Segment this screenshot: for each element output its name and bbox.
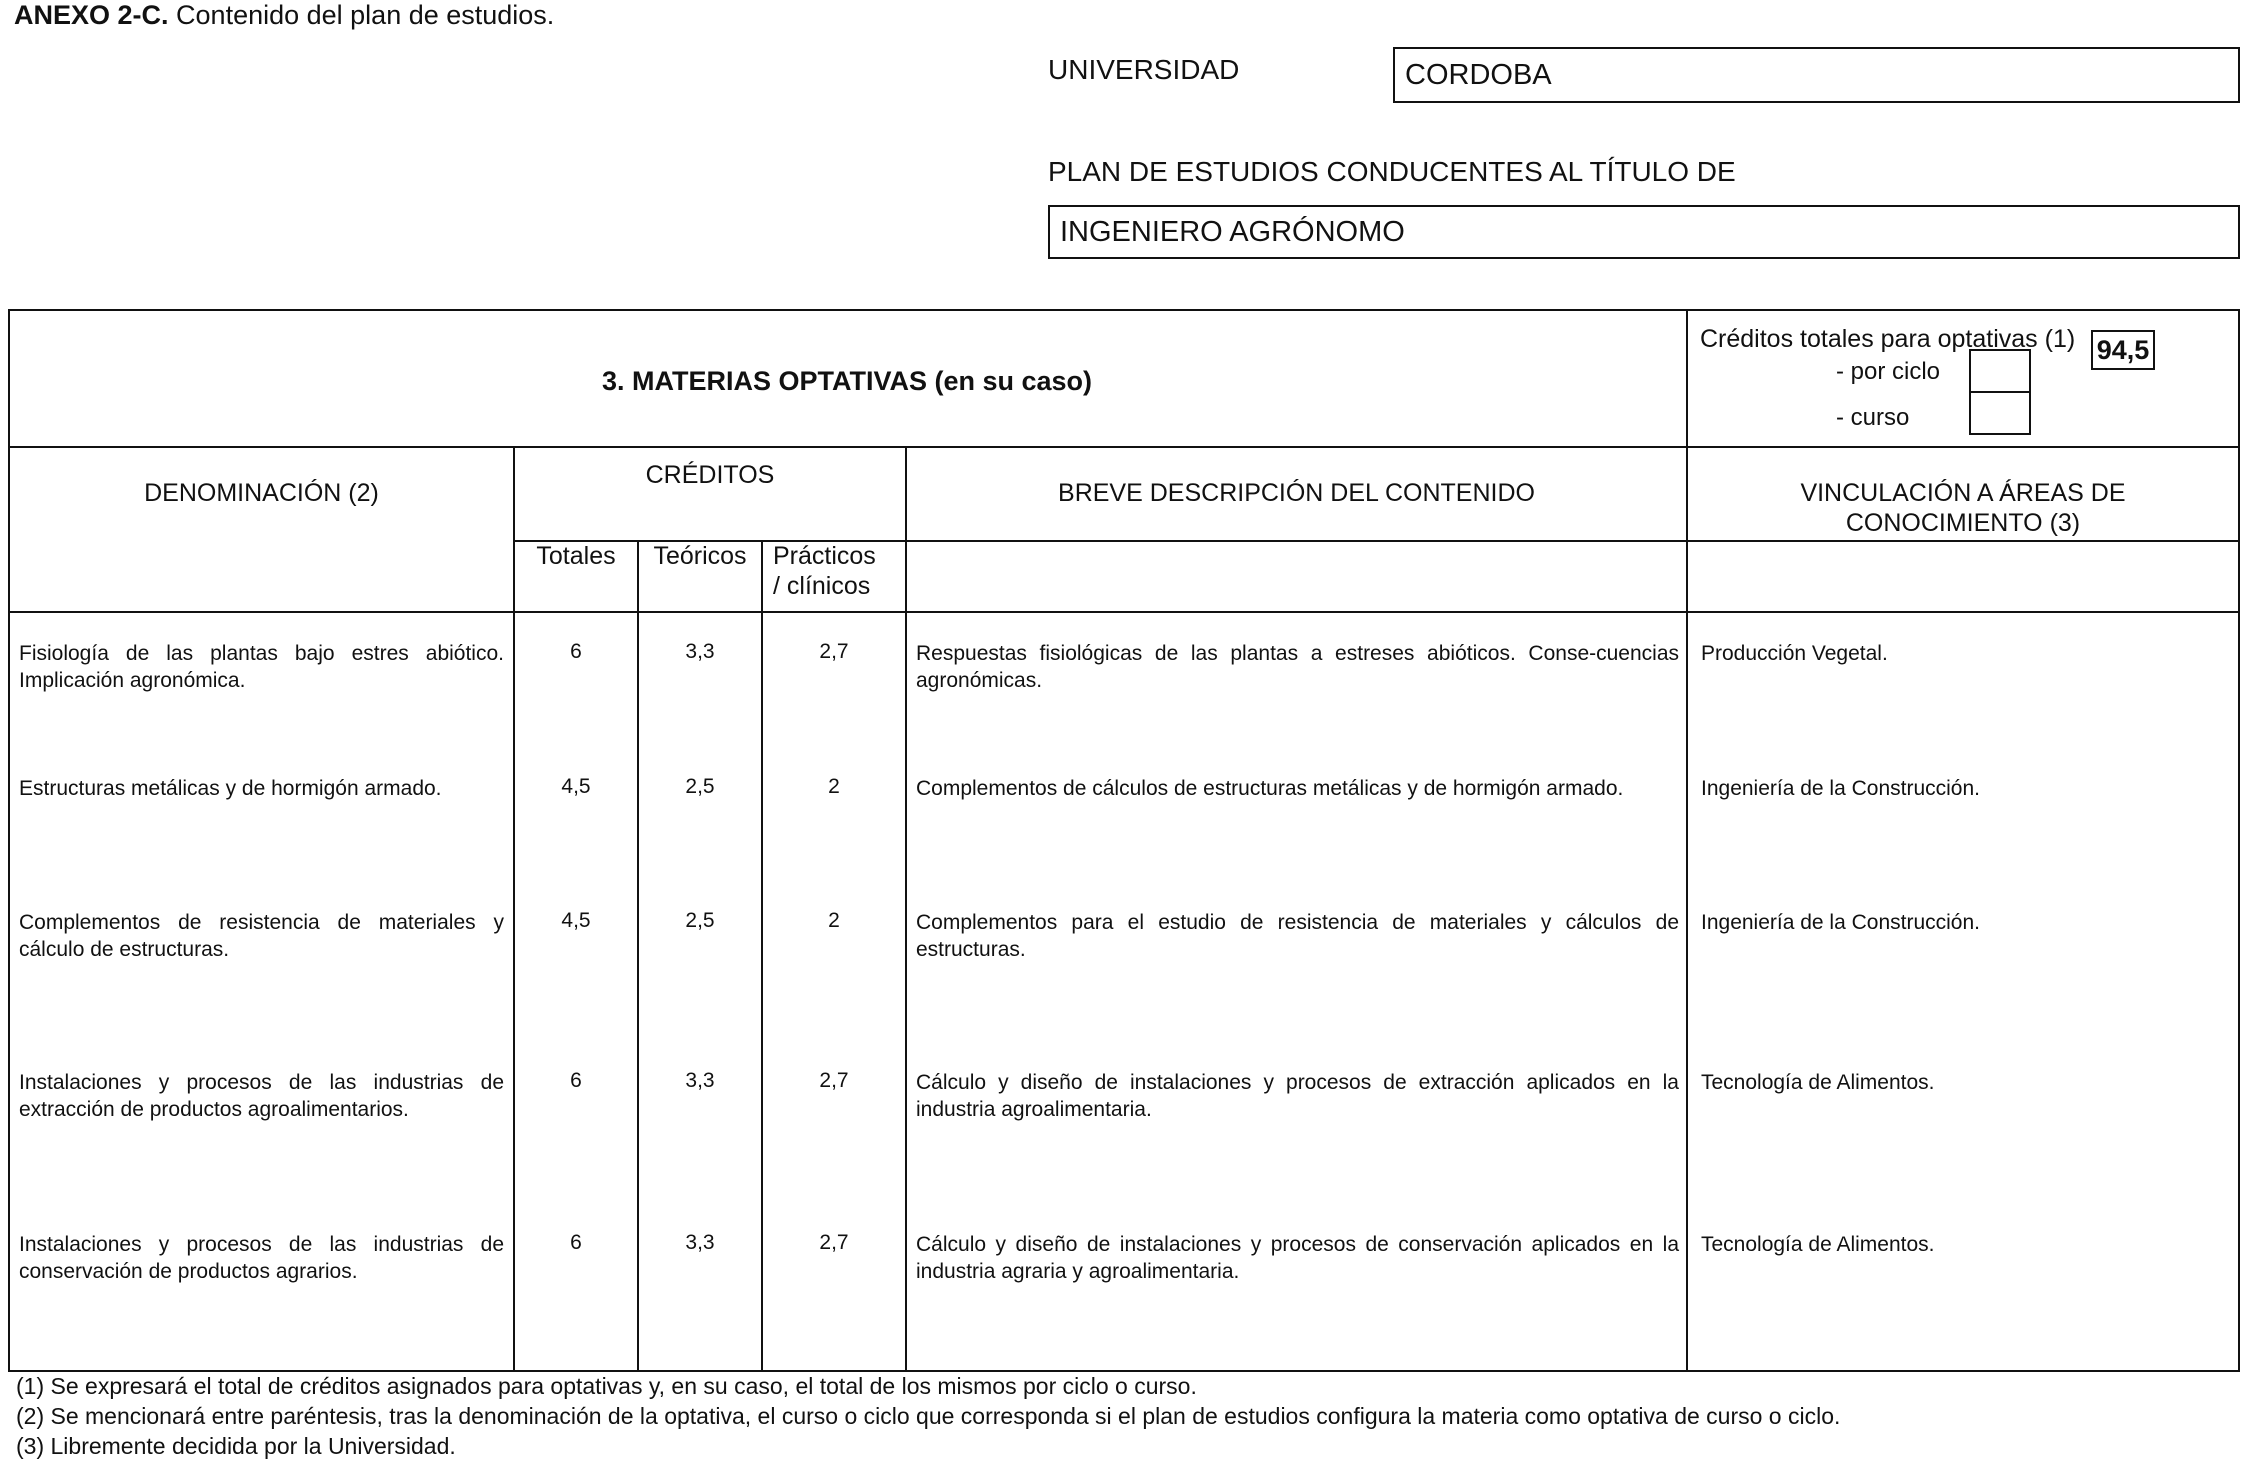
row-descripcion: Cálculo y diseño de instalaciones y procesos de conservación aplicados en la industria agraria y agroalimentaria. <box>916 1233 1679 1283</box>
col-practicos-line1: Prácticos <box>773 542 876 570</box>
plan-field <box>1048 205 2240 259</box>
row-denominacion: Estructuras metálicas y de hormigón armado. <box>19 777 442 800</box>
row-descripcion: Respuestas fisiológicas de las plantas a estreses abióticos. Conse-cuencias agronómicas. <box>916 642 1679 692</box>
row-practicos: 2,7 <box>819 1231 849 1254</box>
row-practicos: 2,7 <box>819 1069 849 1092</box>
row-totales: 4,5 <box>561 775 591 798</box>
university-field <box>1393 47 2240 103</box>
credits-total-label: Créditos totales para optativas (1) <box>1700 325 2076 353</box>
row-denominacion: Complementos de resistencia de materiales y cálculo de estructuras. <box>19 911 504 961</box>
row-denominacion: Instalaciones y procesos de las industrias de extracción de productos agroalimentarios. <box>19 1071 504 1121</box>
row-practicos: 2,7 <box>819 640 849 663</box>
row-teoricos: 2,5 <box>685 909 715 932</box>
row-denominacion: Instalaciones y procesos de las industrias de conservación de productos agrarios. <box>19 1233 504 1283</box>
university-value: CORDOBA <box>1405 58 1552 91</box>
col-creditos: CRÉDITOS <box>645 461 775 489</box>
section-title: 3. MATERIAS OPTATIVAS (en su caso) <box>601 366 1093 396</box>
footnote-1: (1) Se expresará el total de créditos asignados para optativas y, en su caso, el total de los mismos por ciclo o curso. <box>16 1373 1197 1399</box>
row-teoricos: 3,3 <box>685 640 715 663</box>
per-course-label: - curso <box>1836 404 1910 431</box>
row-totales: 6 <box>570 640 582 663</box>
row-area: Producción Vegetal. <box>1701 642 1888 665</box>
footnote-2: (2) Se mencionará entre paréntesis, tras la denominación de la optativa, el curso o ciclo que corresponda si el plan de estudios configura la materia como optativa de curso o ciclo. <box>16 1403 1841 1429</box>
col-practicos <box>763 541 905 601</box>
col-vinculacion <box>1688 478 2238 538</box>
col-totales: Totales <box>536 542 616 570</box>
row-descripcion: Complementos de cálculos de estructuras metálicas y de hormigón armado. <box>916 777 1624 800</box>
col-vinculacion-line2: CONOCIMIENTO (3) <box>1845 509 2081 537</box>
annex-label: ANEXO 2-C. <box>14 0 169 30</box>
row-area: Tecnología de Alimentos. <box>1701 1233 1935 1256</box>
footnote-3: (3) Libremente decidida por la Universidad. <box>16 1433 456 1459</box>
col-vinculacion-line1: VINCULACIÓN A ÁREAS DE <box>1800 479 2126 507</box>
row-area: Ingeniería de la Construcción. <box>1701 777 1980 800</box>
row-teoricos: 3,3 <box>685 1069 715 1092</box>
row-area: Tecnología de Alimentos. <box>1701 1071 1935 1094</box>
col-descripcion: BREVE DESCRIPCIÓN DEL CONTENIDO <box>1058 479 1535 507</box>
plan-value: INGENIERO AGRÓNOMO <box>1060 215 1405 248</box>
university-label: UNIVERSIDAD <box>1048 54 1240 85</box>
row-totales: 6 <box>570 1231 582 1254</box>
row-descripcion: Cálculo y diseño de instalaciones y procesos de extracción aplicados en la industria agroalimentaria. <box>916 1071 1679 1121</box>
row-practicos: 2 <box>828 909 840 932</box>
annex-title <box>14 0 554 31</box>
row-area: Ingeniería de la Construcción. <box>1701 911 1980 934</box>
credits-total-box <box>2091 330 2155 370</box>
row-totales: 6 <box>570 1069 582 1092</box>
row-practicos: 2 <box>828 775 840 798</box>
col-practicos-line2: / clínicos <box>773 572 871 600</box>
row-teoricos: 2,5 <box>685 775 715 798</box>
per-course-box <box>1969 391 2031 435</box>
row-denominacion: Fisiología de las plantas bajo estres abiótico. Implicación agronómica. <box>19 642 504 692</box>
annex-subtitle: Contenido del plan de estudios. <box>168 0 555 30</box>
per-cycle-box <box>1969 349 2031 393</box>
row-totales: 4,5 <box>561 909 591 932</box>
credits-total-value: 94,5 <box>2096 334 2150 365</box>
per-cycle-label: - por ciclo <box>1836 358 1941 385</box>
plan-label: PLAN DE ESTUDIOS CONDUCENTES AL TÍTULO DE <box>1048 156 1736 187</box>
col-teoricos: Teóricos <box>653 542 747 570</box>
col-denominacion: DENOMINACIÓN (2) <box>144 479 379 507</box>
row-descripcion: Complementos para el estudio de resistencia de materiales y cálculos de estructuras. <box>916 911 1679 961</box>
row-teoricos: 3,3 <box>685 1231 715 1254</box>
